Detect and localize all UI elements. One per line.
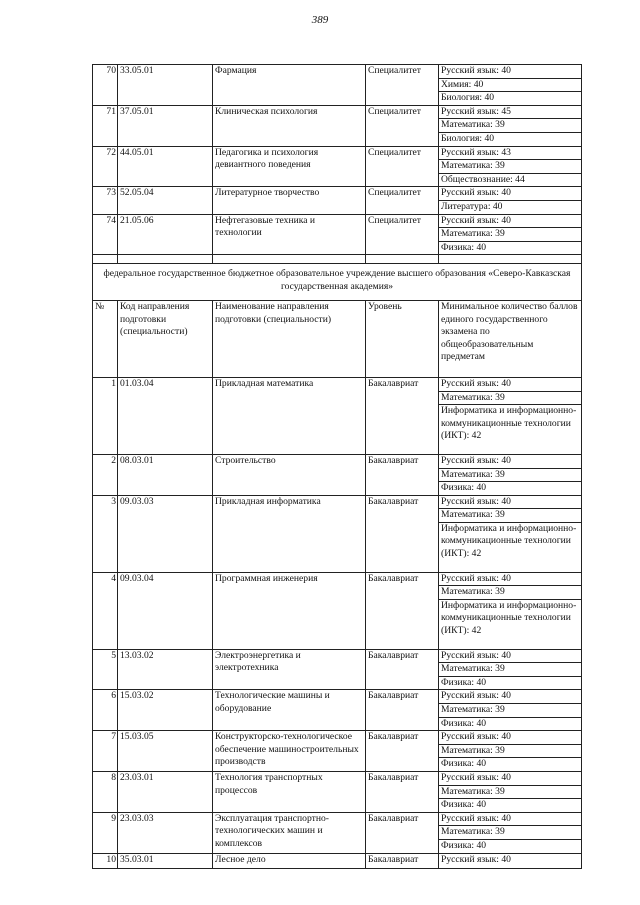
score-line: Физика: 40 (441, 482, 487, 494)
min-scores (439, 377, 582, 454)
direction-code: 01.03.04 (118, 377, 213, 454)
score-line: Математика: 39 (439, 509, 581, 523)
education-level: Бакалавриат (366, 731, 439, 772)
score-line: Русский язык: 40 (439, 378, 581, 392)
row-number: 4 (93, 572, 118, 649)
min-scores (439, 214, 582, 255)
row-number: 10 (93, 853, 118, 868)
direction-name: Электроэнергетика и электротехника (213, 649, 366, 690)
score-line: Биология: 40 (441, 92, 495, 104)
education-level: Бакалавриат (366, 812, 439, 853)
direction-name: Технологические машины и оборудование (213, 690, 366, 731)
min-scores (439, 772, 582, 813)
direction-name: Лесное дело (213, 853, 366, 868)
direction-code: 21.05.06 (118, 214, 213, 255)
score-line: Литература: 40 (441, 200, 503, 212)
header-name: Наименование направления подготовки (специальности) (213, 300, 366, 377)
direction-code: 23.03.03 (118, 812, 213, 853)
direction-code: 15.03.05 (118, 731, 213, 772)
score-line: Физика: 40 (441, 758, 487, 770)
education-level: Специалитет (366, 214, 439, 255)
min-scores (439, 690, 582, 731)
table-row (93, 690, 582, 731)
direction-code: 52.05.04 (118, 187, 213, 214)
table-row (93, 377, 582, 454)
score-line: Русский язык: 40 (439, 813, 581, 827)
organization-name: федеральное государственное бюджетное образовательное учреждение высшего образования «Северо-Кавказская государственная академия» (93, 264, 582, 301)
score-line: Математика: 39 (439, 160, 581, 174)
score-line: Математика: 39 (439, 228, 581, 242)
table-row (93, 214, 582, 255)
min-scores (439, 105, 582, 146)
score-line: Физика: 40 (441, 241, 487, 253)
education-level: Специалитет (366, 187, 439, 214)
score-line: Русский язык: 40 (441, 853, 511, 865)
education-level: Бакалавриат (366, 649, 439, 690)
score-line: Русский язык: 40 (439, 690, 581, 704)
score-line: Русский язык: 40 (439, 731, 581, 745)
row-number: 9 (93, 812, 118, 853)
score-line: Русский язык: 40 (439, 455, 581, 469)
row-number: 71 (93, 105, 118, 146)
header-scores: Минимальное количество баллов единого государственного экзамена по общеобразовательным предметам (439, 300, 582, 377)
score-line: Русский язык: 45 (439, 106, 581, 120)
education-level: Специалитет (366, 146, 439, 187)
table-row (93, 105, 582, 146)
row-number: 72 (93, 146, 118, 187)
row-number: 3 (93, 495, 118, 572)
score-line: Русский язык: 40 (439, 215, 581, 229)
table-row (93, 649, 582, 690)
direction-name: Педагогика и психология девиантного поведения (213, 146, 366, 187)
direction-code: 37.05.01 (118, 105, 213, 146)
row-number: 74 (93, 214, 118, 255)
direction-code: 08.03.01 (118, 454, 213, 495)
min-scores (439, 146, 582, 187)
table-row (93, 495, 582, 572)
direction-name: Прикладная информатика (213, 495, 366, 572)
education-level: Бакалавриат (366, 495, 439, 572)
min-scores (439, 649, 582, 690)
direction-name: Клиническая психология (213, 105, 366, 146)
row-number: 8 (93, 772, 118, 813)
table-header (93, 300, 582, 377)
direction-name: Литературное творчество (213, 187, 366, 214)
min-scores (439, 454, 582, 495)
direction-name: Технология транспортных процессов (213, 772, 366, 813)
score-line: Математика: 39 (439, 586, 581, 600)
table-row (93, 853, 582, 868)
direction-code: 23.03.01 (118, 772, 213, 813)
education-level: Специалитет (366, 105, 439, 146)
education-level: Бакалавриат (366, 454, 439, 495)
min-scores (439, 572, 582, 649)
row-number: 70 (93, 65, 118, 106)
row-number: 2 (93, 454, 118, 495)
score-line: Биология: 40 (441, 132, 495, 144)
row-number: 1 (93, 377, 118, 454)
score-line: Информатика и информационно-коммуникационные технологии (ИКТ): 42 (441, 522, 577, 560)
education-level: Специалитет (366, 65, 439, 106)
direction-name: Эксплуатация транспортно-технологических машин и комплексов (213, 812, 366, 853)
score-line: Русский язык: 40 (439, 772, 581, 786)
direction-code: 13.03.02 (118, 649, 213, 690)
direction-name: Нефтегазовые техника и технологии (213, 214, 366, 255)
score-line: Математика: 39 (439, 745, 581, 759)
direction-code: 09.03.03 (118, 495, 213, 572)
table-row (93, 454, 582, 495)
table-row (93, 731, 582, 772)
score-line: Математика: 39 (439, 704, 581, 718)
table-row (93, 65, 582, 106)
score-line: Математика: 39 (439, 826, 581, 840)
direction-code: 09.03.04 (118, 572, 213, 649)
score-line: Математика: 39 (439, 392, 581, 406)
page-number: 389 (311, 14, 329, 26)
education-level: Бакалавриат (366, 772, 439, 813)
row-number: 73 (93, 187, 118, 214)
table-body (93, 65, 582, 869)
direction-code: 44.05.01 (118, 146, 213, 187)
min-scores (439, 731, 582, 772)
table-row (93, 187, 582, 214)
row-number: 6 (93, 690, 118, 731)
education-level: Бакалавриат (366, 853, 439, 868)
score-line: Информатика и информационно-коммуникационные технологии (ИКТ): 42 (441, 599, 577, 637)
direction-code: 15.03.02 (118, 690, 213, 731)
score-line: Физика: 40 (441, 840, 487, 851)
score-line: Русский язык: 40 (439, 496, 581, 510)
min-scores (439, 812, 582, 853)
header-n: № (93, 300, 118, 377)
min-scores (439, 495, 582, 572)
table-row (93, 772, 582, 813)
direction-code: 33.05.01 (118, 65, 213, 106)
organization-row (93, 264, 582, 301)
score-line: Русский язык: 40 (439, 650, 581, 664)
empty-row (93, 255, 582, 264)
direction-name: Конструкторско-технологическое обеспечение машиностроительных производств (213, 731, 366, 772)
score-line: Математика: 39 (439, 119, 581, 133)
min-scores (439, 853, 582, 868)
table-row (93, 812, 582, 853)
header-level: Уровень (366, 300, 439, 377)
direction-name: Программная инженерия (213, 572, 366, 649)
score-line: Русский язык: 40 (439, 573, 581, 587)
admission-table (92, 64, 582, 869)
score-line: Физика: 40 (441, 799, 487, 811)
score-line: Русский язык: 40 (439, 187, 581, 201)
min-scores (439, 65, 582, 106)
row-number: 7 (93, 731, 118, 772)
score-line: Обществознание: 44 (441, 173, 525, 185)
score-line: Русский язык: 40 (439, 65, 581, 79)
score-line: Русский язык: 43 (439, 147, 581, 161)
education-level: Бакалавриат (366, 377, 439, 454)
score-line: Математика: 39 (439, 663, 581, 677)
row-number: 5 (93, 649, 118, 690)
table-row (93, 146, 582, 187)
min-scores (439, 187, 582, 214)
score-line: Химия: 40 (439, 79, 581, 93)
score-line: Информатика и информационно-коммуникационные технологии (ИКТ): 42 (441, 405, 577, 442)
education-level: Бакалавриат (366, 572, 439, 649)
direction-name: Строительство (213, 454, 366, 495)
score-line: Физика: 40 (441, 717, 487, 729)
score-line: Математика: 39 (439, 469, 581, 483)
score-line: Физика: 40 (441, 676, 487, 688)
table-row (93, 572, 582, 649)
direction-name: Фармация (213, 65, 366, 106)
education-level: Бакалавриат (366, 690, 439, 731)
direction-code: 35.03.01 (118, 853, 213, 868)
direction-name: Прикладная математика (213, 377, 366, 454)
score-line: Математика: 39 (439, 786, 581, 800)
header-code: Код направления подготовки (специальности) (118, 300, 213, 377)
